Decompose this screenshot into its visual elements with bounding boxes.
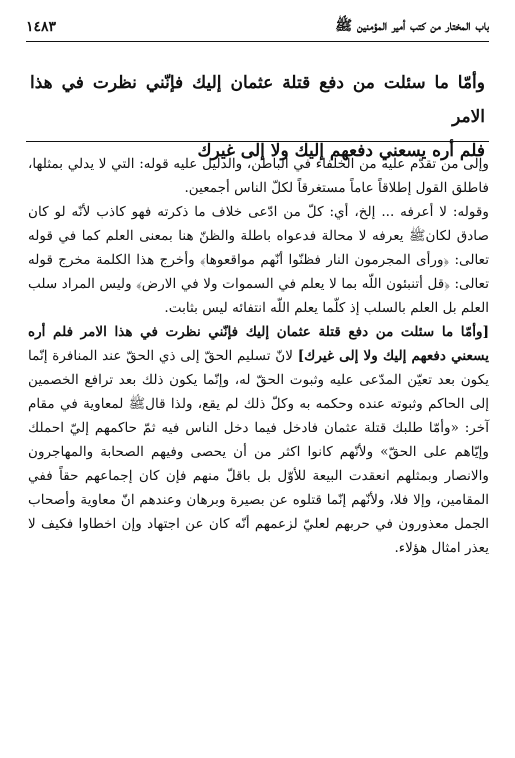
paragraph-2: وقوله: لا أعرفه ... إلخ، أي: كلّ من ادّعى خلاف ما ذكرته فهو كاذب لأنّه لو كان صادق لكانﷺ يعرفه لا محالة فدعواه باطلة والظنّ هنا بمعنى العلم كما في قوله تعالى: ﴿ورأى المجرمون النار فظنّوا أنّهم مواقعوها﴾ وأخرج هذا الكلمة مخرج قوله تعالى: ﴿قل أتنبئون اللّه بما لا يعلم في السموات ولا في الارض﴾ وليس المراد سلب العلم بل العلم بالسلب إذ كلّما يعلم اللّه انتفائه ليس بثابت. — [28, 204, 489, 316]
quote-line-2: فلم أره يسعني دفعهم إليك ولا إلى غيرك — [197, 141, 485, 161]
page-header — [26, 16, 489, 38]
commentary-body — [28, 152, 489, 560]
paragraph-1: وإلى من تقدّم عليه من الخلفاء في الباطن، والدليل عليه قوله: التي لا يدلي بمثلها، فاطلق القول إطلاقاً عاماً مستغرقاً لكلّ الناس أجمعين. — [28, 156, 489, 196]
chapter-title: باب المختار من كتب أمير المؤمنين ﷺ — [335, 18, 489, 34]
header-divider — [26, 41, 489, 42]
paragraph-3-text: لانّ تسليم الحقّ إلى ذي الحقّ عند المنافرة إنّما يكون بعد تعيّن المدّعى عليه وثبوت الحقّ له، وإنّما يكون ذلك بعد ترافع الخصمين إلى الحاكم وثبوته عنده وحكمه به وكلّ ذلك لم يقع، ولذا قالﷺ لمعاوية في مقام آخر: «وأمّا طلبك قتلة عثمان فادخل فيما دخل الناس فيه ثمّ حاكمهم إليّ احملك وإيّاهم على الحقّ» ولأنّهم كانوا اكثر من أن يحصى وفيهم الصحابة والمهاجرون والانصار وبمثلهم انعقدت البيعة للأوّل بل باقلّ منهم فإن كان إجماعهم حقاً ففي المقامين، وإلا فلا، ولأنّهم إنّما قتلوه عن بصيرة وبرهان وعندهم انّ معاوية وأصحاب الجمل معذورون في حربهم لعليّ لزعمهم أنّه كان عن اجتهاد وإن اخطاوا فكيف لا يعذر امثال هؤلاء. — [28, 348, 489, 556]
quote-line-1: وأمّا ما سئلت من دفع قتلة عثمان إليك فإنّني نظرت في هذا الامر — [30, 73, 485, 127]
paragraph-3 — [28, 320, 489, 560]
section-divider — [26, 141, 489, 142]
page-number: ١٤٨٣ — [26, 19, 57, 35]
paragraph-3-quote: [وأمّا ما سئلت من دفع قتلة عثمان إليك فإنّني نظرت في هذا الامر فلم أره يسعني دفعهم إليك ولا إلى غيرك] — [28, 324, 489, 364]
